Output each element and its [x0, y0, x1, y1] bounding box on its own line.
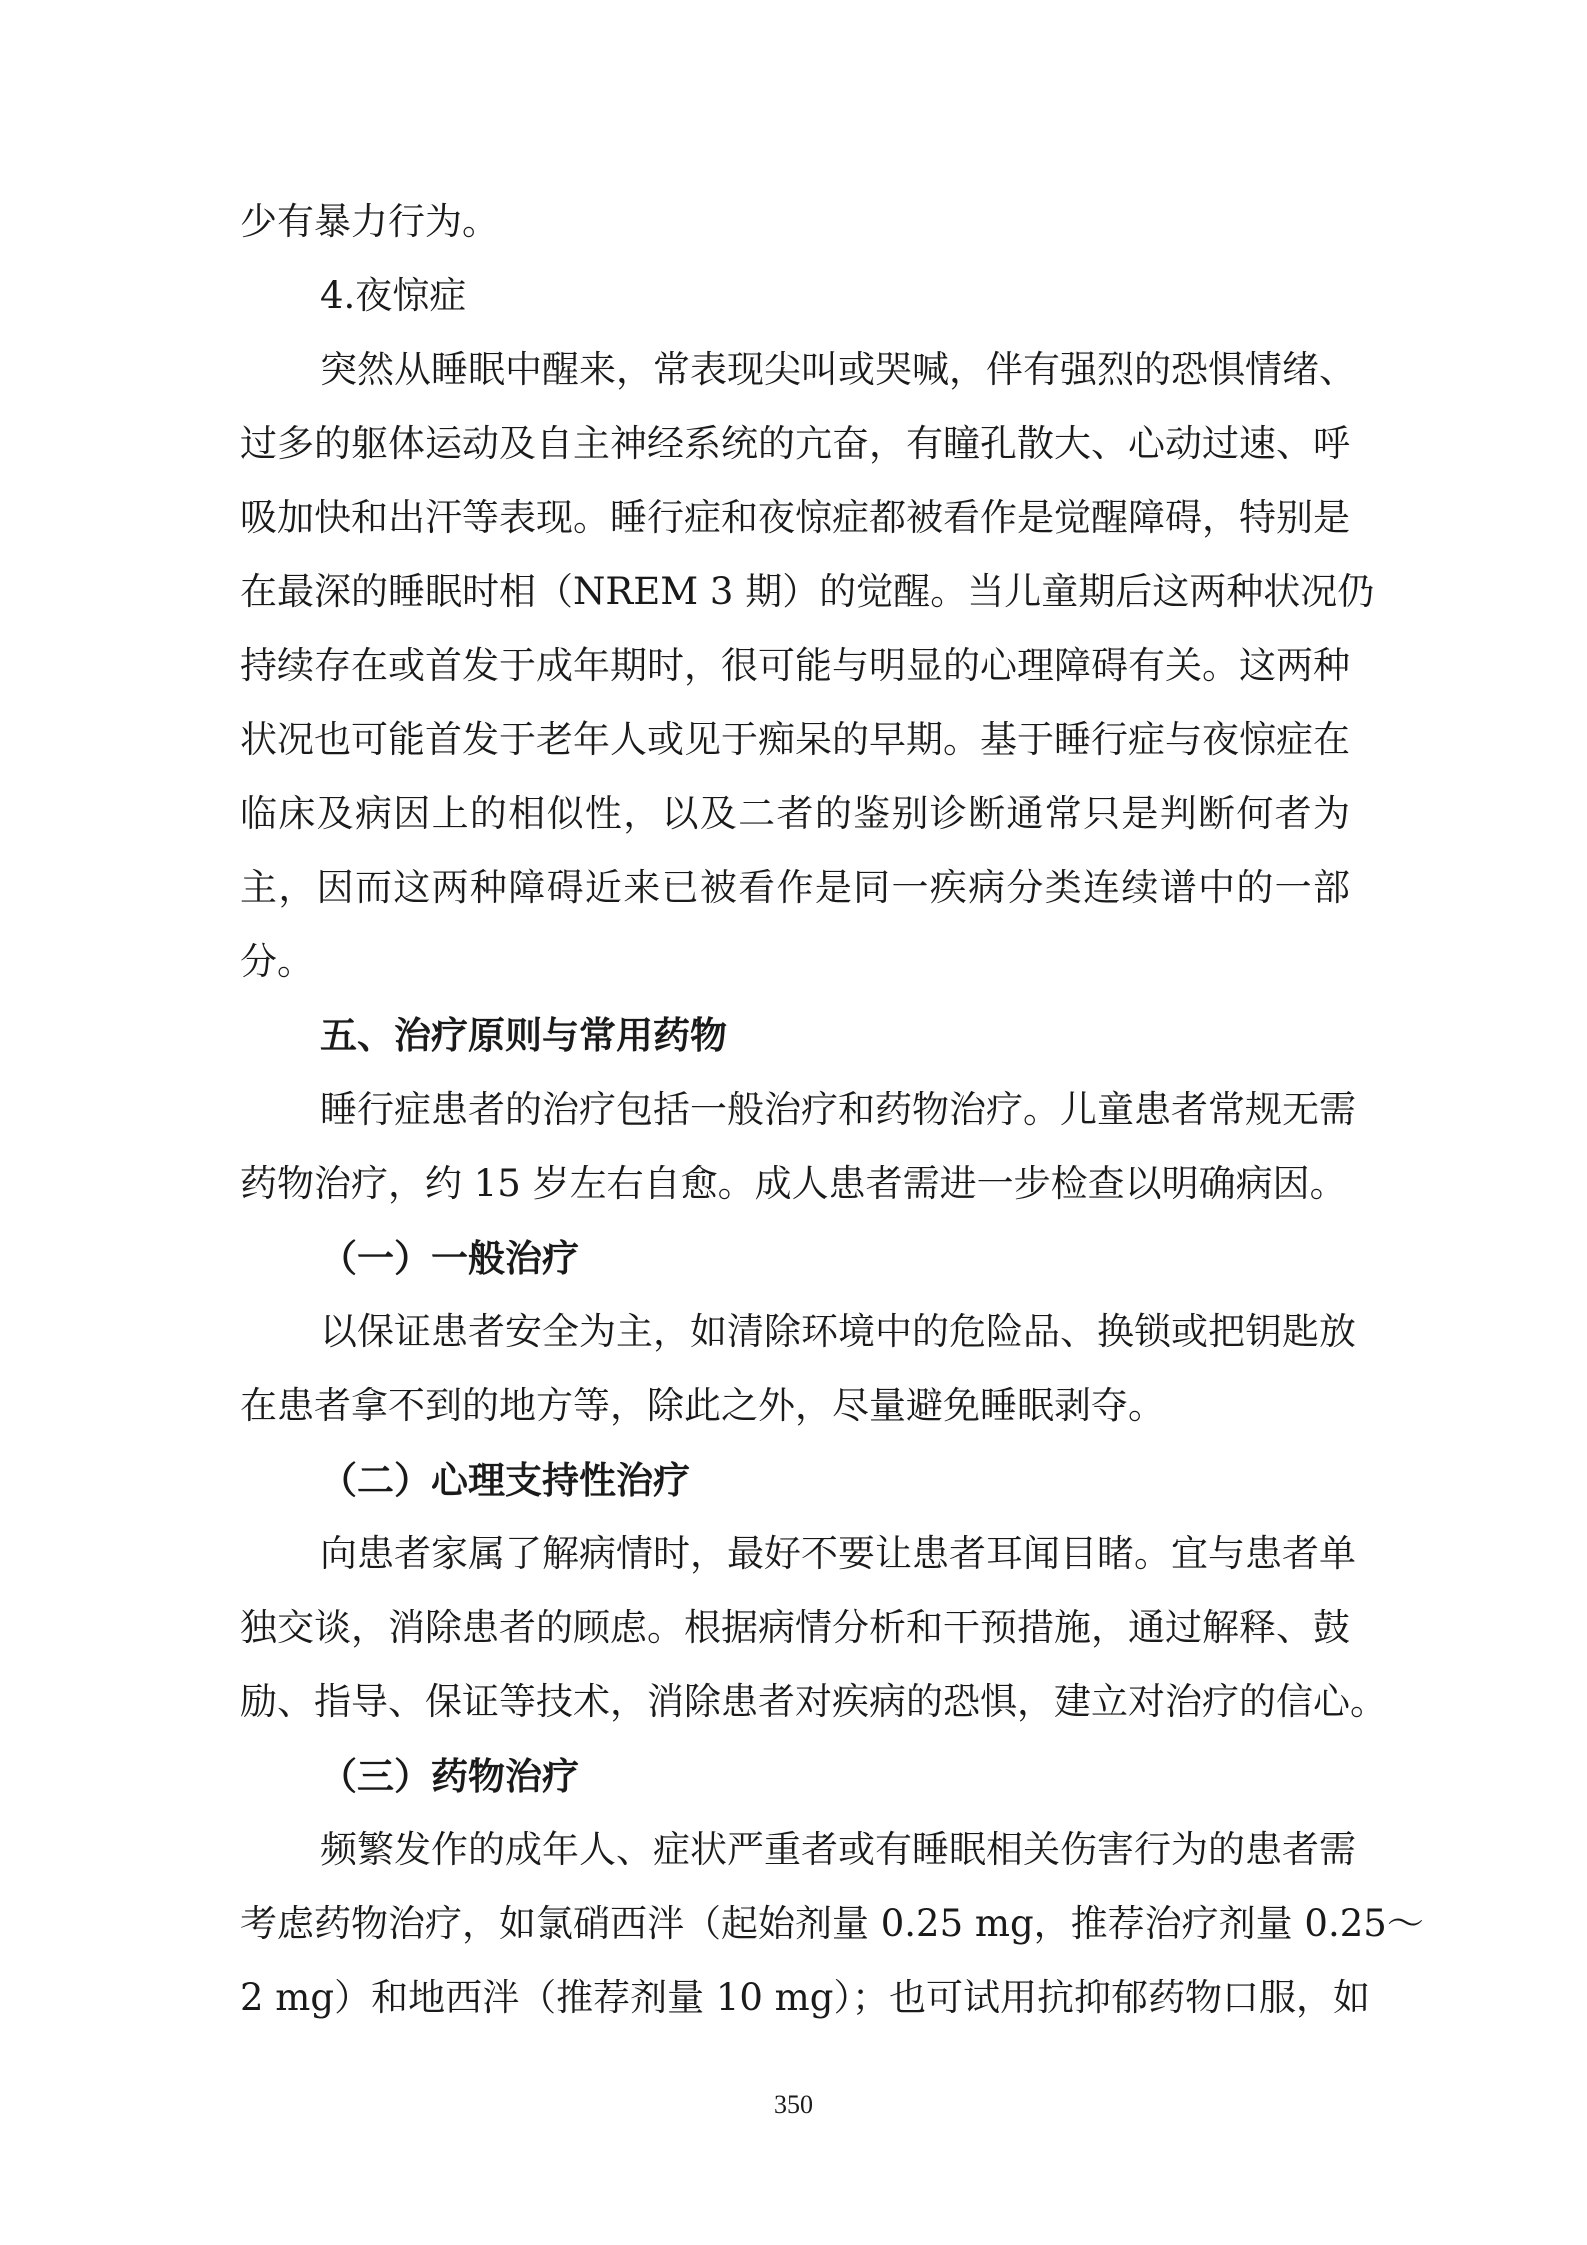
text-line: 持续存在或首发于成年期时，很可能与明显的心理障碍有关。这两种	[240, 644, 1350, 687]
text-line: 临床及病因上的相似性，以及二者的鉴别诊断通常只是判断何者为	[240, 792, 1350, 835]
section-title-night-terror: 4.夜惊症	[320, 274, 467, 317]
text-line: 以保证患者安全为主，如清除环境中的危险品、换锁或把钥匙放	[320, 1310, 1356, 1353]
text-line: 吸加快和出汗等表现。睡行症和夜惊症都被看作是觉醒障碍，特别是	[240, 496, 1350, 539]
text-line: 独交谈，消除患者的顾虑。根据病情分析和干预措施，通过解释、鼓	[240, 1606, 1350, 1649]
subsection-heading: （三）药物治疗	[320, 1754, 579, 1798]
text-line: 药物治疗，约 15 岁左右自愈。成人患者需进一步检查以明确病因。	[240, 1162, 1347, 1205]
text-line: 向患者家属了解病情时，最好不要让患者耳闻目睹。宜与患者单	[320, 1532, 1356, 1575]
text-line: 突然从睡眠中醒来，常表现尖叫或哭喊，伴有强烈的恐惧情绪、	[320, 348, 1356, 391]
text-line: 分。	[240, 940, 314, 983]
text-line: 2 mg）和地西泮（推荐剂量 10 mg）；也可试用抗抑郁药物口服，如	[240, 1976, 1370, 2019]
text-line: 过多的躯体运动及自主神经系统的亢奋，有瞳孔散大、心动过速、呼	[240, 422, 1350, 465]
text-line: 频繁发作的成年人、症状严重者或有睡眠相关伤害行为的患者需	[320, 1828, 1356, 1871]
subsection-heading: （二）心理支持性治疗	[320, 1458, 690, 1502]
text-line: 状况也可能首发于老年人或见于痴呆的早期。基于睡行症与夜惊症在	[240, 718, 1350, 761]
text-line: 主，因而这两种障碍近来已被看作是同一疾病分类连续谱中的一部	[240, 866, 1350, 909]
subsection-heading: （一）一般治疗	[320, 1236, 579, 1280]
text-line: 励、指导、保证等技术，消除患者对疾病的恐惧，建立对治疗的信心。	[240, 1680, 1387, 1723]
text-line: 少有暴力行为。	[240, 200, 499, 243]
page-number: 350	[774, 2090, 813, 2119]
text-line: 在最深的睡眠时相（NREM 3 期）的觉醒。当儿童期后这两种状况仍	[240, 570, 1375, 613]
text-line: 睡行症患者的治疗包括一般治疗和药物治疗。儿童患者常规无需	[320, 1088, 1356, 1131]
text-line: 考虑药物治疗，如氯硝西泮（起始剂量 0.25 mg，推荐治疗剂量 0.25～	[240, 1902, 1424, 1945]
text-line: 在患者拿不到的地方等，除此之外，尽量避免睡眠剥夺。	[240, 1384, 1165, 1427]
section-heading: 五、治疗原则与常用药物	[320, 1014, 727, 1057]
